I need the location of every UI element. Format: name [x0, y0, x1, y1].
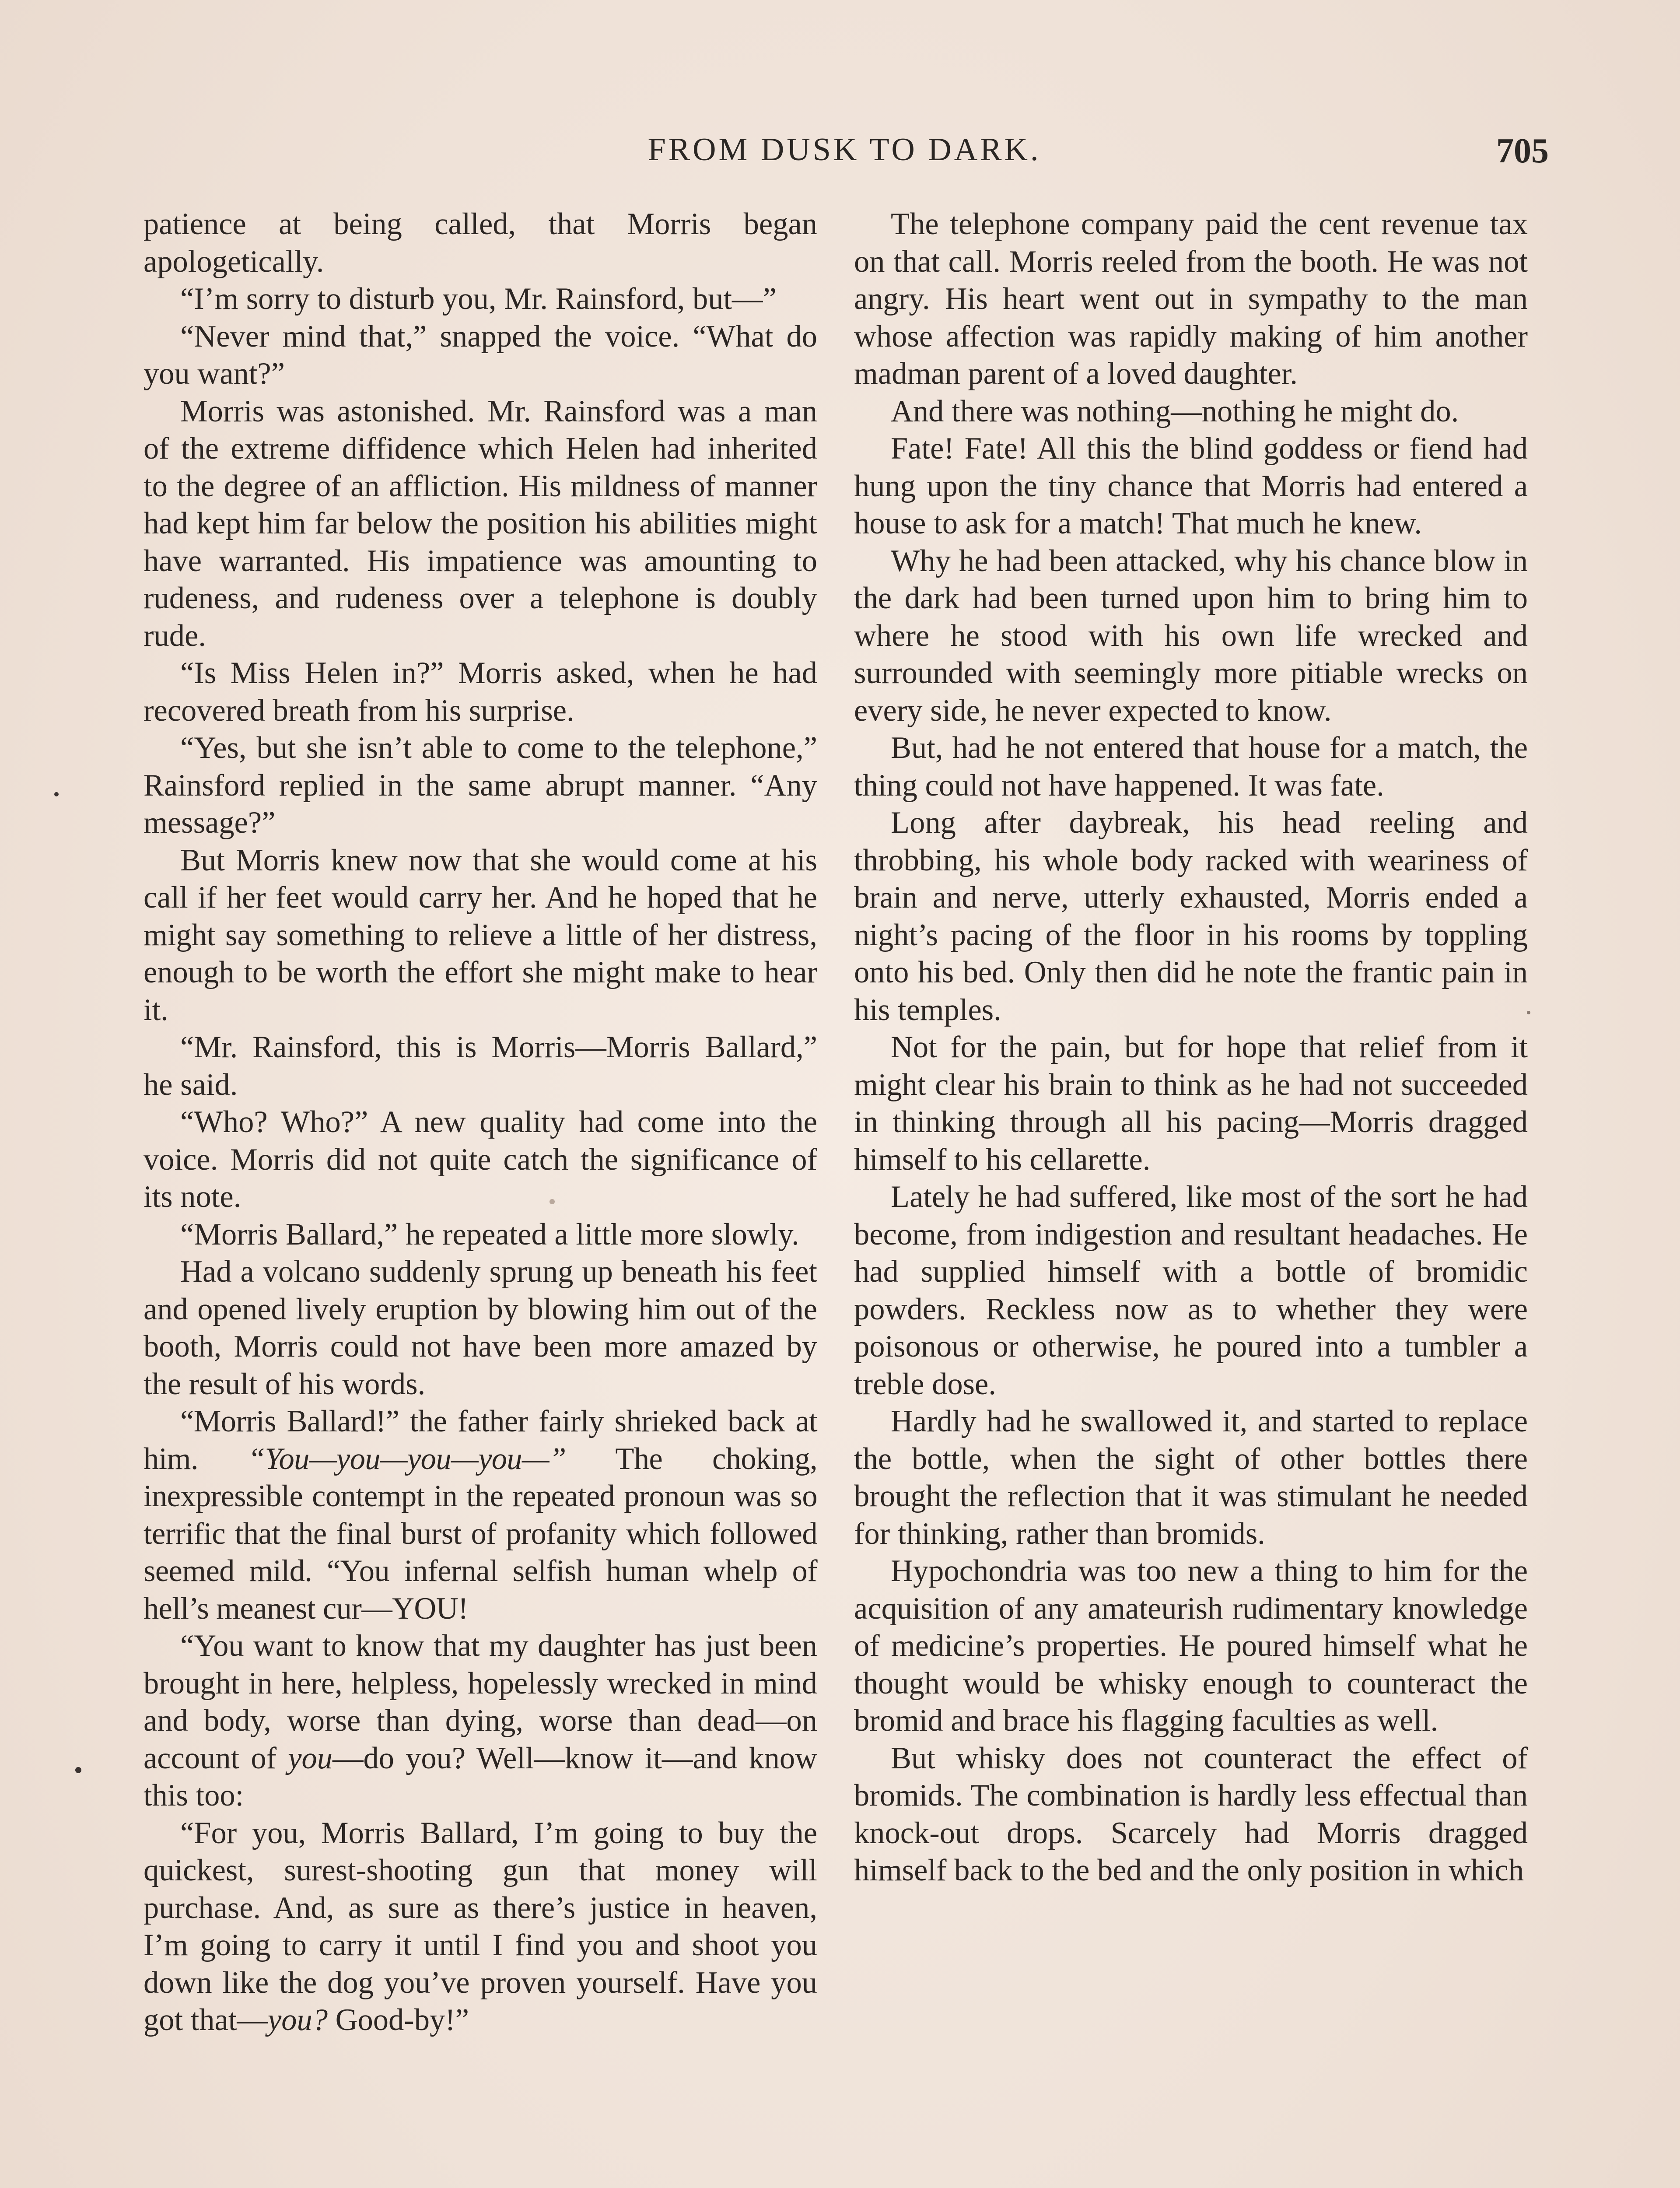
paragraph: But Morris knew now that she would come at his call if her feet would carry her. And he hoped that he might say something to relieve a little of her distress, enough to be worth the effort she might make to hear it. [144, 843, 817, 1027]
paragraph [144, 1403, 817, 1627]
ink-speck [54, 792, 59, 796]
italic-run: you? [267, 2003, 328, 2037]
paragraph: Hardly had he swallowed it, and started to replace the bottle, when the sight of other bottles there brought the reflection that it was stimulant he needed for thinking, rather than bromids. [854, 1404, 1528, 1551]
paragraph: But, had he not entered that house for a match, the thing could not have happened. It was fate. [854, 731, 1528, 803]
paragraph: patience at being called, that Morris began apologetically. [144, 207, 817, 279]
paragraph: And there was nothing—nothing he might do. [891, 394, 1459, 428]
paragraph: “Morris Ballard,” he repeated a little more slowly. [180, 1217, 799, 1252]
right-column [854, 206, 1528, 1890]
text-run: Good-by!” [327, 2003, 469, 2037]
paragraph: Why he had been attacked, why his chance blow in the dark had been turned upon him to bring him to where he stood with his own life wrecked and surrounded with seemingly more pitiable wrecks on every side, he never expected to know. [854, 543, 1528, 728]
paragraph: Fate! Fate! All this the blind goddess or fiend had hung upon the tiny chance that Morris had entered a house to ask for a match! That much he knew. [854, 431, 1528, 540]
paragraph: “Mr. Rainsford, this is Morris—Morris Ballard,” he said. [144, 1030, 817, 1102]
paragraph: Not for the pain, but for hope that relief from it might clear his brain to think as he had not succeeded in thinking through all his pacing—Morris dragged himself to his cellarette. [854, 1030, 1528, 1177]
italic-run: you [288, 1741, 333, 1775]
paragraph: Had a volcano suddenly sprung up beneath his feet and opened lively eruption by blowing him out of the booth, Morris could not have been more amazed by the result of his words. [144, 1255, 817, 1401]
paragraph [144, 1627, 817, 1815]
paragraph: But whisky does not counteract the effect of bromids. The combination is hardly less effectual than knock-out drops. Scarcely had Morris dragged himself back to the bed and the only position in which [854, 1741, 1528, 1887]
paragraph: Lately he had suffered, like most of the sort he had become, from indigestion and resultant headaches. He had supplied himself with a bottle of bromidic powders. Reckless now as to whether they were poisonous or otherwise, he poured into a tumbler a treble dose. [854, 1180, 1528, 1401]
running-title: FROM DUSK TO DARK. [648, 132, 1041, 168]
ink-speck [1527, 1011, 1530, 1014]
paragraph [144, 1815, 817, 2039]
page-number: 705 [1496, 132, 1549, 170]
paragraph: “Is Miss Helen in?” Morris asked, when he had recovered breath from his surprise. [144, 656, 817, 728]
running-head [140, 131, 1549, 184]
paragraph: “I’m sorry to disturb you, Mr. Rainsford, but—” [180, 282, 777, 316]
text-run: —do you? Well—know it—and know this too: [144, 1741, 817, 1813]
paragraph: “Never mind that,” snapped the voice. “What do you want?” [144, 319, 817, 391]
text-run: The choking, inexpressible contempt in the repeated pronoun was so terrific that the final burst of profanity which followed seemed mild. “You infernal selfish human whelp of hell’s meanest cur—YOU! [144, 1441, 817, 1626]
text-run: “Morris Ballard!” the father fairly shrieked back at him. [144, 1404, 817, 1476]
text-run: “For you, Morris Ballard, I’m going to buy the quickest, surest-shooting gun that money will purchase. And, as sure as there’s justice in heaven, I’m going to carry it until I find you and shoot you down like the dog you’ve proven yourself. Have you got that— [144, 1816, 817, 2037]
paragraph: “Who? Who?” A new quality had come into the voice. Morris did not quite catch the significance of its note. [144, 1105, 817, 1214]
paragraph: The telephone company paid the cent revenue tax on that call. Morris reeled from the booth. He was not angry. His heart went out in sympathy to the man whose affection was rapidly making of him another madman parent of a loved daughter. [854, 207, 1528, 391]
ink-speck [550, 1199, 555, 1204]
paragraph: “Yes, but she isn’t able to come to the telephone,” Rainsford replied in the same abrupt manner. “Any message?” [144, 731, 817, 840]
paragraph: Hypochondria was too new a thing to him for the acquisition of any amateurish rudimentary knowledge of medicine’s properties. He poured himself what he thought would be whisky enough to counteract the bromid and brace his flagging faculties as well. [854, 1554, 1528, 1738]
ink-speck [75, 1767, 81, 1773]
italic-run: “You—you—you—you—” [248, 1441, 566, 1476]
text-run: “You want to know that my daughter has just been brought in here, helpless, hopelessly wrecked in mind and body, worse than dying, worse than dead—on account of [144, 1629, 817, 1775]
paragraph: Long after daybreak, his head reeling and throbbing, his whole body racked with weariness of brain and nerve, utterly exhausted, Morris ended a night’s pacing of the floor in his rooms by toppling onto his bed. Only then did he note the frantic pain in his temples. [854, 806, 1528, 1027]
paragraph: Morris was astonished. Mr. Rainsford was a man of the extreme diffidence which Helen had inherited to the degree of an affliction. His mildness of manner had kept him far below the position his abilities might have warranted. His impatience was amounting to rudeness, and rudeness over a telephone is doubly rude. [144, 394, 817, 653]
left-column [144, 206, 817, 2039]
